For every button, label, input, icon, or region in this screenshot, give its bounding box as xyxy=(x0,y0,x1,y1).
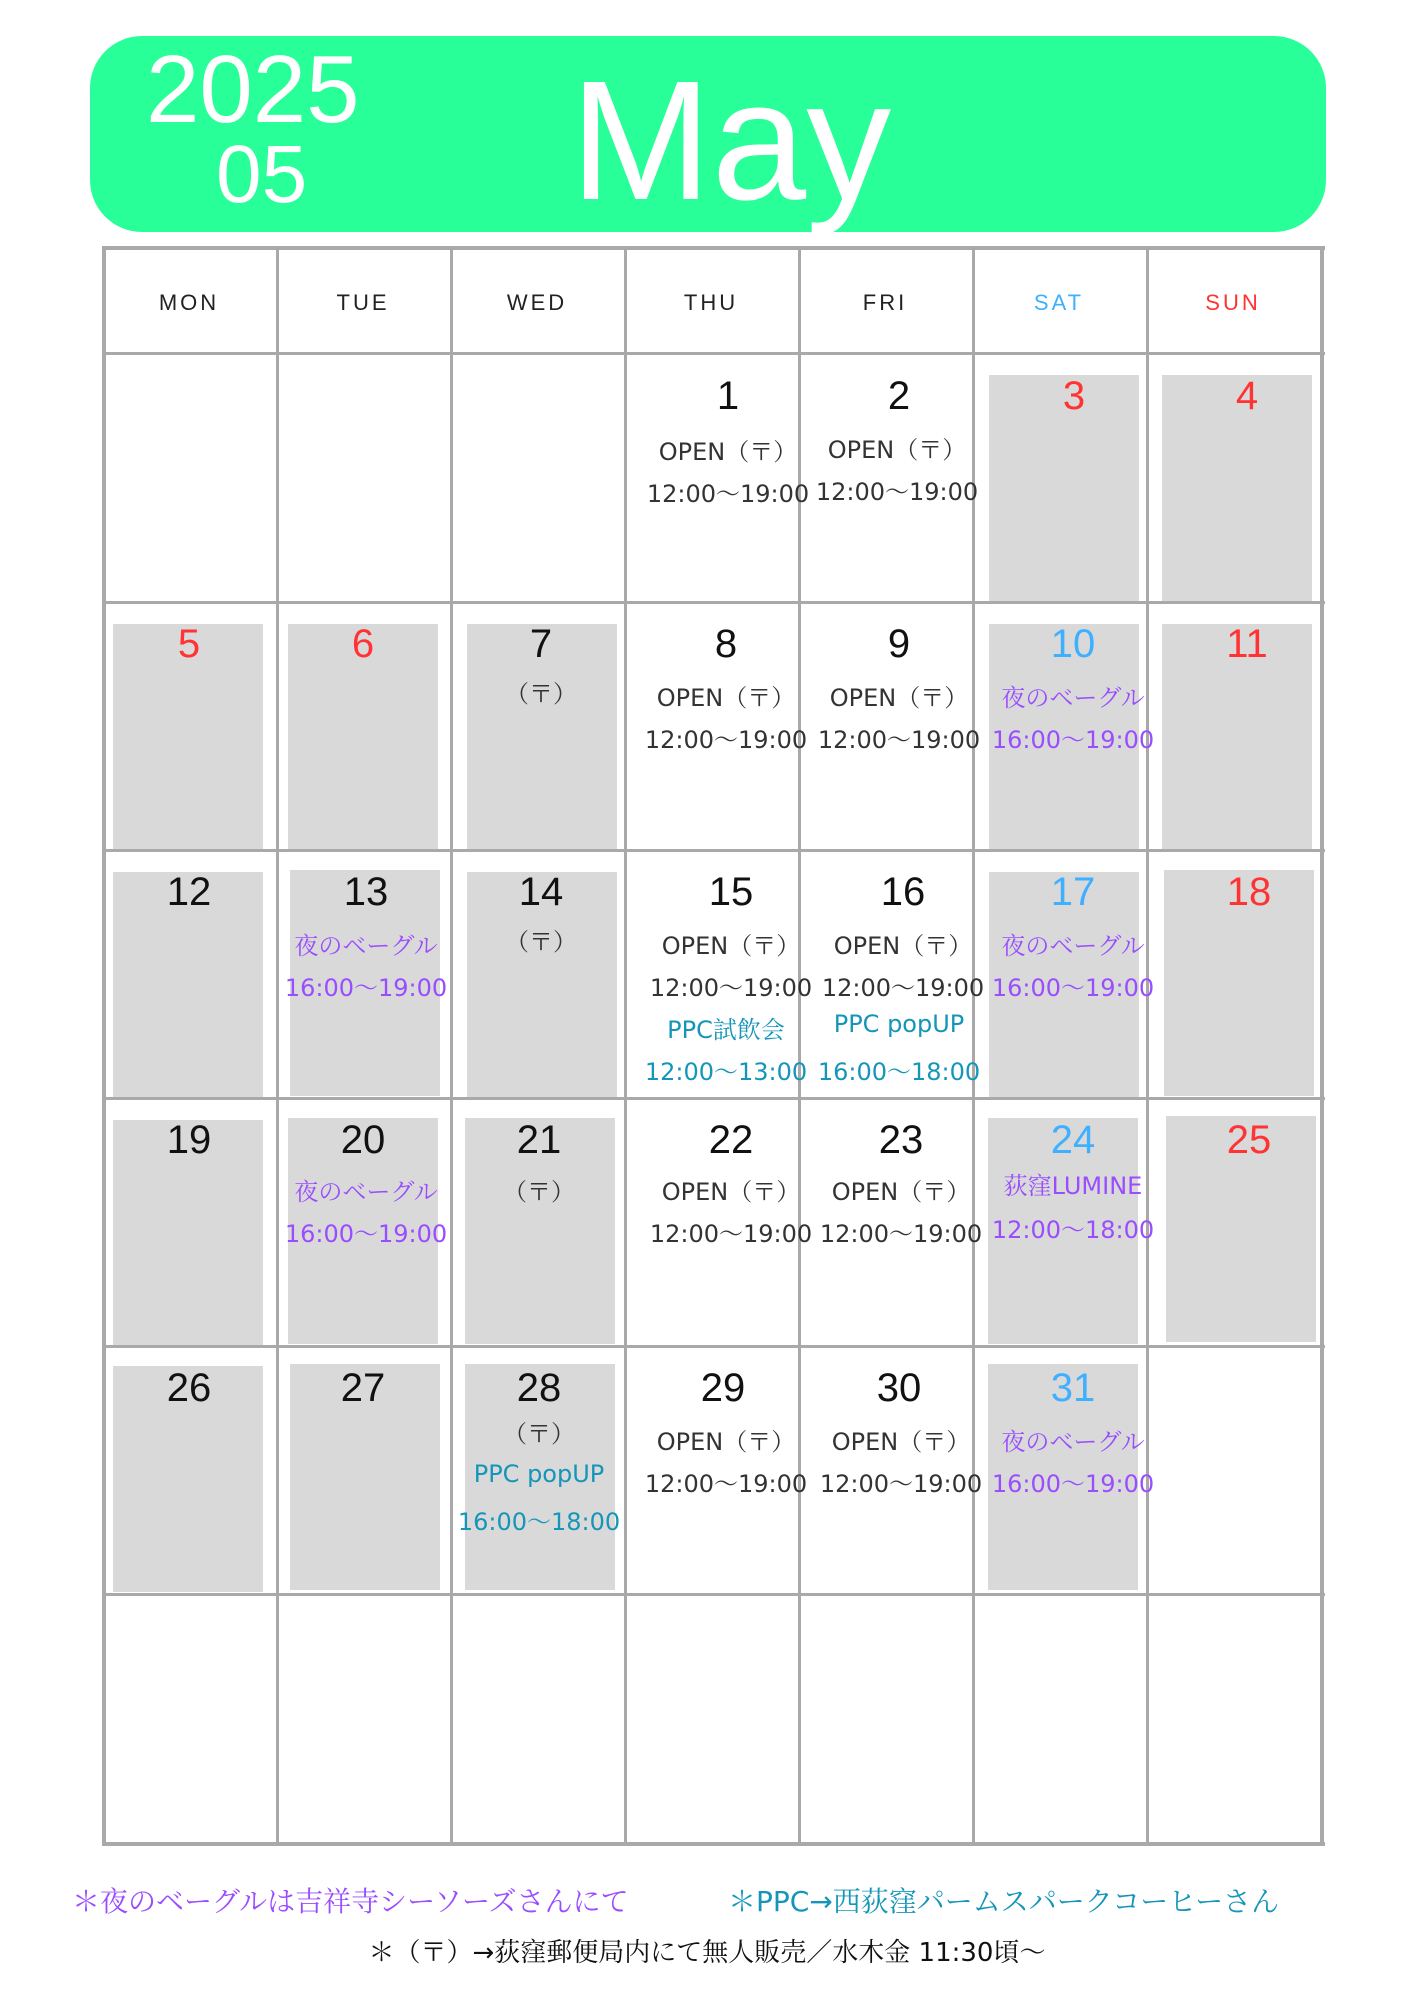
day-number: 14 xyxy=(518,870,564,914)
day-line: 16:00〜19:00 xyxy=(284,974,448,1002)
grid-line xyxy=(102,1345,1325,1348)
day-number: 27 xyxy=(340,1366,386,1410)
day-number: 23 xyxy=(878,1118,924,1162)
day-number: 17 xyxy=(1050,870,1096,914)
day-line: 12:00〜19:00 xyxy=(817,726,981,754)
day-number: 26 xyxy=(166,1366,212,1410)
day-number: 4 xyxy=(1235,374,1259,418)
grid-line xyxy=(102,246,106,1846)
weekday-mon: MON xyxy=(158,290,220,315)
day-number: 22 xyxy=(708,1118,754,1162)
day-number: 12 xyxy=(166,870,212,914)
day-line: 12:00〜19:00 xyxy=(646,480,810,508)
day-line: 12:00〜19:00 xyxy=(644,1470,808,1498)
day-line: （〒） xyxy=(505,680,577,708)
calendar-grid xyxy=(102,246,1322,1846)
day-line: 16:00〜18:00 xyxy=(457,1508,621,1536)
grid-line xyxy=(102,352,1325,355)
grid-line xyxy=(102,1593,1325,1596)
weekday-sat: SAT xyxy=(1033,290,1085,315)
day-line: OPEN（〒） xyxy=(829,684,969,712)
grid-line xyxy=(102,849,1325,852)
day-line: （〒） xyxy=(503,1420,575,1448)
grid-line xyxy=(102,1842,1325,1846)
grid-line xyxy=(276,246,279,1846)
day-number: 20 xyxy=(340,1118,386,1162)
day-number: 1 xyxy=(716,374,740,418)
month-name-label: May xyxy=(570,46,892,236)
day-line: OPEN（〒） xyxy=(831,1428,971,1456)
day-line: 12:00〜19:00 xyxy=(649,974,813,1002)
day-number: 21 xyxy=(516,1118,562,1162)
day-number: 25 xyxy=(1226,1118,1272,1162)
day-line: 夜のベーグル xyxy=(1001,684,1145,712)
day-number: 6 xyxy=(351,622,375,666)
day-number: 28 xyxy=(516,1366,562,1410)
day-line: OPEN（〒） xyxy=(656,1428,796,1456)
footer-note-post: ＊（〒）→荻窪郵便局内にて無人販売／水木金 11:30頃〜 xyxy=(368,1938,1046,1968)
day-line: 12:00〜19:00 xyxy=(815,478,979,506)
day-line: 16:00〜19:00 xyxy=(284,1220,448,1248)
day-number: 15 xyxy=(708,870,754,914)
grid-line xyxy=(450,246,453,1846)
year-label: 2025 xyxy=(146,36,360,143)
month-header xyxy=(90,36,1326,236)
day-line: PPC試飲会 xyxy=(667,1016,785,1044)
grid-line xyxy=(102,1097,1325,1100)
day-number: 24 xyxy=(1050,1118,1096,1162)
weekday-tue: TUE xyxy=(336,290,390,315)
weekday-sun: SUN xyxy=(1205,290,1261,315)
day-number: 29 xyxy=(700,1366,746,1410)
day-number: 19 xyxy=(166,1118,212,1162)
day-number: 30 xyxy=(876,1366,922,1410)
day-line: 16:00〜18:00 xyxy=(817,1058,981,1086)
day-number: 7 xyxy=(529,622,553,666)
day-line: 16:00〜19:00 xyxy=(991,1470,1155,1498)
day-number: 9 xyxy=(887,622,911,666)
weekday-thu: THU xyxy=(683,290,739,315)
day-number: 18 xyxy=(1226,870,1272,914)
day-line: PPC popUP xyxy=(833,1010,965,1038)
day-number: 13 xyxy=(343,870,389,914)
day-number: 16 xyxy=(880,870,926,914)
footer-note-ppc: ＊PPC→西荻窪パームスパークコーヒーさん xyxy=(728,1885,1280,1918)
day-line: 12:00〜19:00 xyxy=(644,726,808,754)
weekday-fri: FRI xyxy=(862,290,908,315)
day-line: 12:00〜19:00 xyxy=(821,974,985,1002)
grid-line xyxy=(1320,246,1324,1846)
day-number: 11 xyxy=(1226,622,1268,666)
day-number: 3 xyxy=(1062,374,1086,418)
day-line: 荻窪LUMINE xyxy=(1003,1172,1143,1200)
day-line: 夜のベーグル xyxy=(294,932,438,960)
grid-line xyxy=(624,246,627,1846)
day-line: 16:00〜19:00 xyxy=(991,974,1155,1002)
day-line: 16:00〜19:00 xyxy=(991,726,1155,754)
day-number: 31 xyxy=(1050,1366,1096,1410)
day-line: 夜のベーグル xyxy=(1001,1428,1145,1456)
day-line: 夜のベーグル xyxy=(1001,932,1145,960)
day-line: （〒） xyxy=(503,1178,575,1206)
day-number: 8 xyxy=(714,622,738,666)
footer-note-bagel: ＊夜のベーグルは吉祥寺シーソーズさんにて xyxy=(72,1885,629,1918)
weekday-wed: WED xyxy=(506,290,568,315)
grid-line xyxy=(102,601,1325,604)
month-number-label: 05 xyxy=(216,129,308,220)
day-line: OPEN（〒） xyxy=(833,932,973,960)
day-line: OPEN（〒） xyxy=(658,438,798,466)
grid-line xyxy=(102,246,1325,250)
day-line: OPEN（〒） xyxy=(661,1178,801,1206)
day-number: 10 xyxy=(1050,622,1096,666)
day-line: OPEN（〒） xyxy=(656,684,796,712)
day-line: 12:00〜18:00 xyxy=(991,1216,1155,1244)
day-line: OPEN（〒） xyxy=(831,1178,971,1206)
day-line: 12:00〜13:00 xyxy=(644,1058,808,1086)
day-line: 12:00〜19:00 xyxy=(649,1220,813,1248)
day-number: 2 xyxy=(887,374,911,418)
day-line: （〒） xyxy=(505,928,577,956)
day-line: OPEN（〒） xyxy=(827,436,967,464)
day-line: OPEN（〒） xyxy=(661,932,801,960)
day-line: PPC popUP xyxy=(473,1460,605,1488)
day-line: 夜のベーグル xyxy=(294,1178,438,1206)
day-line: 12:00〜19:00 xyxy=(819,1220,983,1248)
day-number: 5 xyxy=(177,622,201,666)
grid-line xyxy=(1146,246,1149,1846)
day-line: 12:00〜19:00 xyxy=(819,1470,983,1498)
